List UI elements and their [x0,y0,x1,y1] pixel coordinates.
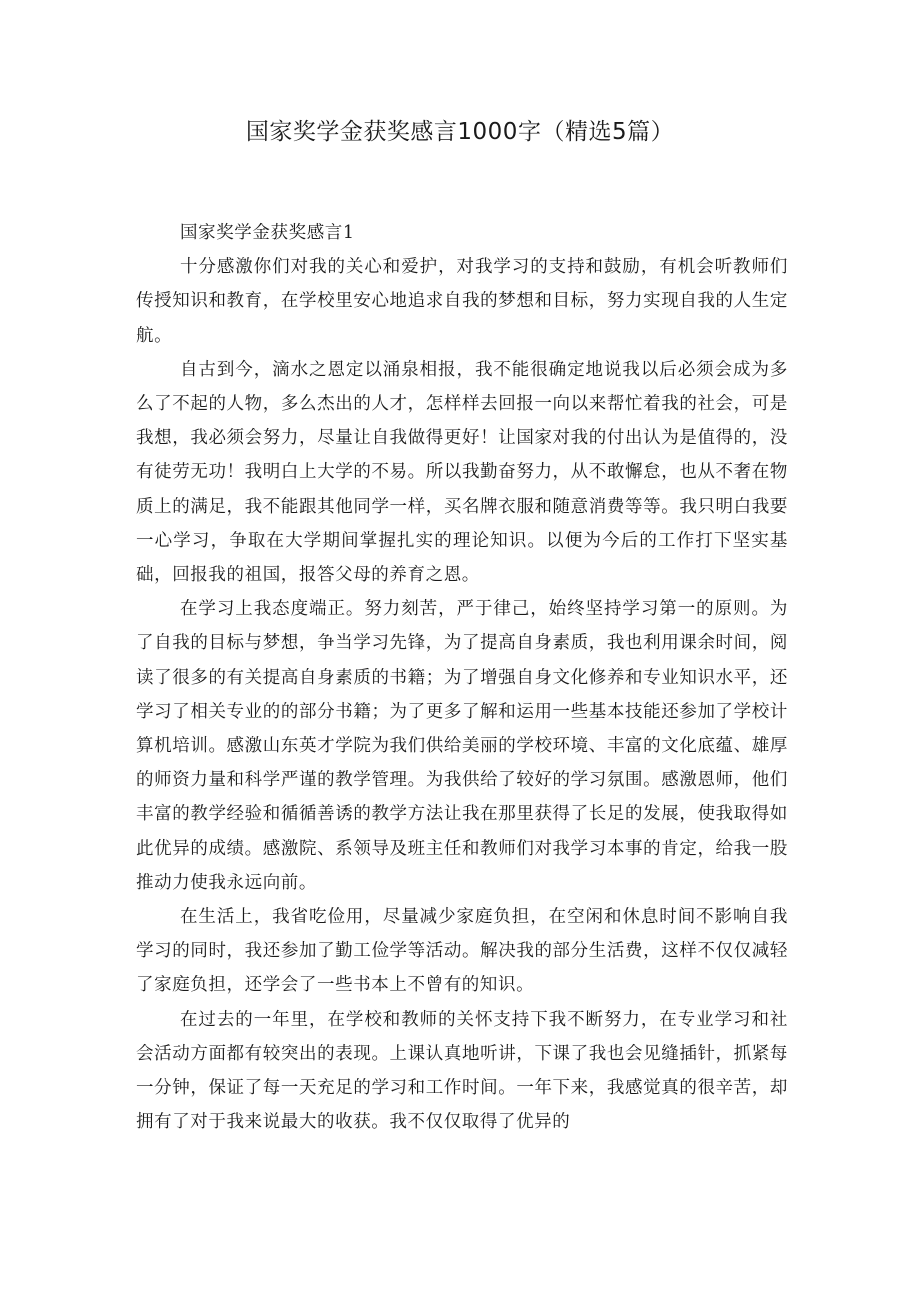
document-title: 国家奖学金获奖感言1000字（精选5篇） [245,119,675,145]
paragraph-study: 在学习上我态度端正。努力刻苦，严于律己，始终坚持学习第一的原则。为了自我的目标与梦想，争当学习先锋，为了提高自身素质，我也利用课余时间，阅读了很多的有关提高自身素质的书籍；为了增强自身文化修养和专业知识水平，还学习了相关专业的的部分书籍；为了更多了解和运用一些基本技能还参加了学校计算机培训。感激山东英才学院为我们供给美丽的学校环境、丰富的文化底蕴、雄厚的师资力量和科学严谨的教学管理。为我供给了较好的学习氛围。感激恩师，他们丰富的教学经验和循循善诱的教学方法让我在那里获得了长足的发展，使我取得如此优异的成绩。感激院、系领导及班主任和教师们对我学习本事的肯定，给我一股推动力使我永远向前。 [136,599,788,893]
document-body [136,216,788,1139]
paragraph-life: 在生活上，我省吃俭用，尽量减少家庭负担，在空闲和休息时间不影响自我学习的同时，我还参加了勤工俭学等活动。解决我的部分生活费，这样不仅仅减轻了家庭负担，还学会了一些书本上不曾有的知识。 [136,907,788,996]
paragraph-gratitude: 十分感激你们对我的关心和爱护，对我学习的支持和鼓励，有机会听教师们传授知识和教育，在学校里安心地追求自我的梦想和目标，努力实现自我的人生定航。 [136,257,788,346]
paragraph-past-year: 在过去的一年里，在学校和教师的关怀支持下我不断努力，在专业学习和社会活动方面都有较突出的表现。上课认真地听讲，下课了我也会见缝插针，抓紧每一分钟，保证了每一天充足的学习和工作时间。一年下来，我感觉真的很辛苦，却拥有了对于我来说最大的收获。我不仅仅取得了优异的 [136,1009,788,1133]
section-heading: 国家奖学金获奖感言1 [180,223,355,243]
paragraph-repay: 自古到今，滴水之恩定以涌泉相报，我不能很确定地说我以后必须会成为多么了不起的人物，多么杰出的人才，怎样样去回报一向以来帮忙着我的社会，可是我想，我必须会努力，尽量让自我做得更好！让国家对我的付出认为是值得的，没有徒劳无功！我明白上大学的不易。所以我勤奋努力，从不敢懈怠，也从不奢在物质上的满足，我不能跟其他同学一样，买名牌衣服和随意消费等等。我只明白我要一心学习，争取在大学期间掌握扎实的理论知识。以便为今后的工作打下坚实基础，回报我的祖国，报答父母的养育之恩。 [136,359,788,586]
